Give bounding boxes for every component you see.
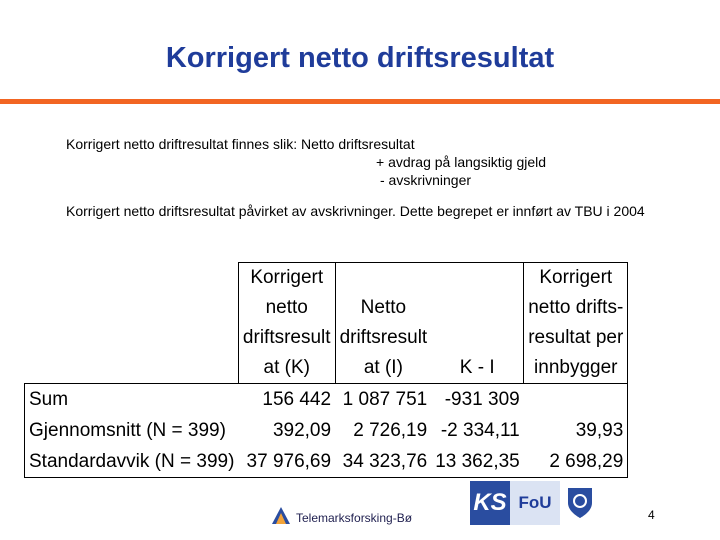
- page-title: Korrigert netto driftsresultat: [165, 42, 555, 74]
- header-empty: [25, 263, 239, 384]
- intro-line-3: - avskrivninger: [380, 172, 472, 188]
- header-k-line-4: at (K): [263, 357, 310, 378]
- row-label: Standardavvik (N = 399): [25, 446, 239, 478]
- header-per-line-4: innbygger: [534, 357, 618, 378]
- results-table: [24, 262, 628, 478]
- table-row: [25, 415, 628, 446]
- header-k: [238, 263, 335, 384]
- cell-per: 2 698,29: [524, 446, 628, 478]
- cell-k: 392,09: [272, 420, 332, 441]
- fou-logo: FoU: [510, 481, 560, 525]
- header-i: [335, 263, 431, 384]
- cell-per: [524, 384, 628, 416]
- cell-per: 39,93: [524, 415, 628, 446]
- header-per: [524, 263, 628, 384]
- cell-k: 156 442: [238, 384, 335, 416]
- intro-definition: [66, 135, 547, 188]
- intro-line-1: Korrigert netto driftresultat finnes slik: Netto driftsresultat: [66, 136, 415, 152]
- ks-crest-icon: [560, 481, 600, 525]
- footer-source-text: Telemarksforsking-Bø: [296, 510, 413, 525]
- intro-line-2: + avdrag på langsiktig gjeld: [376, 154, 547, 170]
- page-number: 4: [648, 508, 655, 522]
- row-label: Gjennomsnitt (N = 399): [25, 415, 239, 446]
- cell-ki: 13 362,35: [431, 446, 524, 478]
- header-ki-line-1: K - I: [459, 357, 495, 378]
- header-i-line-3: at (I): [363, 357, 403, 378]
- telemarksforsking-logo-icon: [270, 505, 292, 530]
- row-label: Sum: [25, 384, 239, 416]
- table-row: [25, 384, 628, 416]
- ks-logo: KS: [470, 481, 510, 525]
- definition-note: Korrigert netto driftsresultat påvirket av avskrivninger. Dette begrepet er innført av TBU i 2004: [66, 203, 645, 219]
- cell-i: 1 087 751: [335, 384, 431, 416]
- header-k-line-3: driftsresult: [242, 327, 331, 348]
- header-per-line-3: resultat per: [528, 327, 624, 348]
- cell-ki: -2 334,11: [440, 420, 520, 441]
- ks-fou-logo: [470, 481, 604, 525]
- header-i-line-1: Netto: [360, 297, 407, 318]
- header-per-line-1: Korrigert: [539, 267, 613, 288]
- cell-ki: -931 309: [431, 384, 524, 416]
- header-i-line-2: driftsresult: [339, 327, 428, 348]
- table-row: [25, 446, 628, 478]
- header-k-line-1: Korrigert: [250, 267, 324, 288]
- table-header-row: [25, 263, 628, 384]
- header-per-line-2: netto drifts-: [528, 297, 624, 318]
- cell-k: 37 976,69: [238, 446, 335, 478]
- cell-i: 2 726,19: [353, 420, 428, 441]
- title-divider: [0, 99, 720, 104]
- header-ki: [431, 263, 524, 384]
- header-k-line-2: netto: [265, 297, 308, 318]
- cell-i: 34 323,76: [335, 446, 431, 478]
- footer-source: [270, 505, 412, 530]
